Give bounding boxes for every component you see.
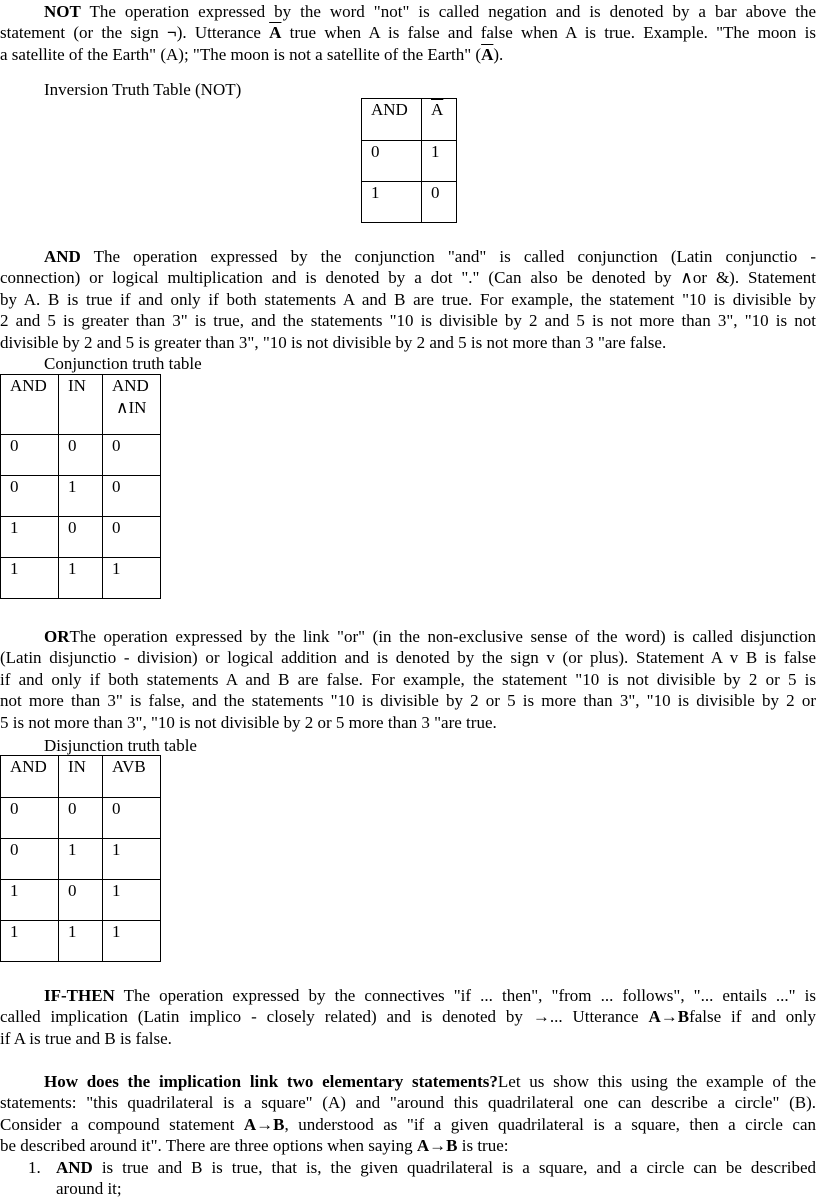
table-cell: 1 [362, 182, 422, 223]
table-cell: 0 [103, 476, 161, 517]
and-keyword: AND [44, 247, 81, 266]
implication-heading: How does the implication link two elementary statements? [44, 1072, 498, 1091]
table-header: AND ∧IN [103, 375, 161, 435]
table-cell: 0 [1, 476, 59, 517]
table-header: $\overline{A}$ [422, 99, 457, 141]
table-cell: 0 [362, 141, 422, 182]
table-cell: 0 [103, 435, 161, 476]
list-keyword: AND [56, 1158, 93, 1177]
ifthen-paragraph: IF-THEN The operation expressed by the connectives "if ... then", "from ... follows", "... entails ..." is called implication (Latin implico - closely related) and is denoted by →... Utterance A→Bfalse if and only if A is true and B is false. [0, 986, 816, 1048]
arrow-icon: → [532, 1007, 550, 1027]
a-implies-b-symbol: A→B [243, 1114, 285, 1134]
and-paragraph: AND The operation expressed by the conjunction "and" is called conjunction (Latin conjunctio - connection) or logical multiplication and is denoted by a dot "." (Can also be denoted by ∧or &). Statement by A. B is true if and only if both statements A and B are true. For example, the statement "10 is divisible by 2 and 5 is greater than 3" is true, and the statements "10 is divisible by 2 and 5 is not more than 3", "10 is not divisible by 2 and 5 is greater than 3", "10 is not divisible by 2 and 5 is not more than 3 "are false. [0, 247, 816, 352]
table-cell: 1 [422, 141, 457, 182]
or-keyword: OR [44, 627, 70, 646]
table-cell: 1 [103, 880, 161, 921]
table-cell: 0 [1, 839, 59, 880]
table-cell: 1 [103, 921, 161, 962]
a-bar-symbol: $\overline{A}$ [269, 23, 282, 43]
table-header: AND [1, 375, 59, 435]
table-cell: 1 [103, 558, 161, 599]
table-cell: 0 [103, 798, 161, 839]
conjunction-truth-table [0, 374, 161, 599]
table-cell: 0 [59, 798, 103, 839]
disjunction-table-caption: Disjunction truth table [44, 736, 197, 755]
a-implies-b-symbol: A→B [416, 1136, 458, 1156]
table-cell: 0 [59, 880, 103, 921]
table-cell: 1 [59, 839, 103, 880]
table-cell: 1 [1, 517, 59, 558]
table-cell: 1 [59, 476, 103, 517]
table-cell: 0 [103, 517, 161, 558]
table-cell: 0 [1, 435, 59, 476]
table-cell: 0 [59, 517, 103, 558]
a-bar-symbol-2: $\overline{A}$ [481, 44, 494, 64]
table-cell: 0 [1, 798, 59, 839]
table-cell: 1 [1, 880, 59, 921]
table-cell: 0 [422, 182, 457, 223]
not-paragraph: NOT The operation expressed by the word "not" is called negation and is denoted by a bar above the statement (or the sign ¬). Utterance $\overline{A}$ true when A is false and false when A is true. Example. "The moon is a satellite of the Earth" (A); "The moon is not a satellite of the Earth" $(\overline{A})$. [0, 2, 816, 64]
table-cell: 0 [59, 435, 103, 476]
table-header: AND [1, 756, 59, 798]
table-header: AND [362, 99, 422, 141]
table-header: IN [59, 375, 103, 435]
negation-sign-icon: ¬ [167, 23, 177, 43]
table-cell: 1 [1, 921, 59, 962]
table-cell: 1 [59, 558, 103, 599]
conjunction-table-caption: Conjunction truth table [44, 354, 202, 373]
list-item: 1. AND is true and B is true, that is, the given quadrilateral is a square, and a circle can be described around it; [28, 1158, 816, 1199]
implication-paragraph: How does the implication link two elementary statements?Let us show this using the example of the statements: "this quadrilateral is a square" (A) and "around this quadrilateral one can describe a circle" (B). Consider a compound statement A→B, understood as "if a given quadrilateral is a square, then a circle can be described around it". There are three options when saying A→B is true: [0, 1072, 816, 1156]
a-implies-b-symbol: A→B [648, 1007, 690, 1027]
ifthen-keyword: IF-THEN [44, 986, 115, 1005]
disjunction-truth-table [0, 755, 161, 962]
or-paragraph: ORThe operation expressed by the link "or" (in the non-exclusive sense of the word) is called disjunction (Latin disjunctio - division) or logical addition and is denoted by the sign v (or plus). Statement A v B is false if and only if both statements A and B are false. For example, the statement "10 is not divisible by 2 or 5 is not more than 3" is false, and the statements "10 is divisible by 2 or 5 is more than 3", "10 is divisible by 2 or 5 is not more than 3", "10 is not divisible by 2 or 5 more than 3 "are true. [0, 627, 816, 732]
not-table-caption: Inversion Truth Table (NOT) [44, 80, 242, 99]
list-number: 1. [28, 1158, 41, 1177]
not-keyword: NOT [44, 2, 81, 21]
not-truth-table [361, 98, 457, 223]
table-header: IN [59, 756, 103, 798]
table-cell: 1 [1, 558, 59, 599]
table-cell: 1 [103, 839, 161, 880]
table-header: AVB [103, 756, 161, 798]
table-cell: 1 [59, 921, 103, 962]
